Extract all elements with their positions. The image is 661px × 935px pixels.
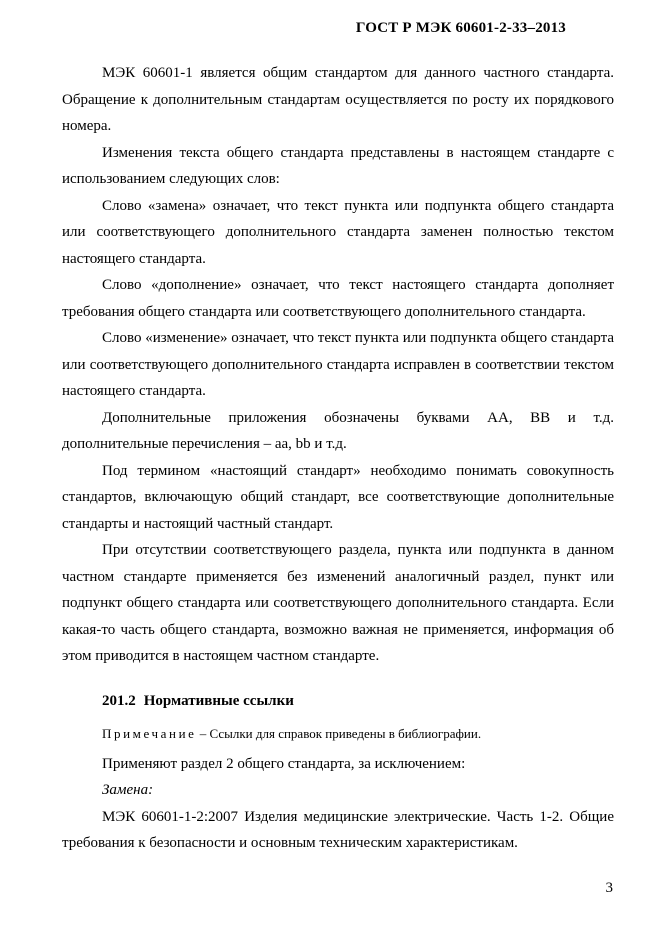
note-dash: – bbox=[196, 725, 210, 741]
paragraph-general-standard: МЭК 60601-1 является общим стандартом для данного частного стандарта. Обращение к дополнительным стандартам осуществляется по росту их порядкового номера. bbox=[62, 65, 614, 134]
paragraph-addition: Слово «дополнение» означает, что текст настоящего стандарта дополняет требования общего стандарта или соответствующего дополнительного стандарта. bbox=[62, 277, 614, 320]
section-number: 201.2 bbox=[102, 692, 136, 709]
page-number: 3 bbox=[605, 880, 613, 896]
replacement-label: Замена: bbox=[102, 782, 154, 798]
paragraph-reference: МЭК 60601-1-2:2007 Изделия медицинские электрические. Часть 1-2. Общие требования к безопасности и основным техническим характеристикам. bbox=[62, 808, 614, 851]
note bbox=[62, 721, 614, 747]
paragraph-replacement: Слово «замена» означает, что текст пункта или подпункта общего стандарта или соответствующего дополнительного стандарта заменен полностью текстом настоящего стандарта. bbox=[62, 197, 614, 267]
document-body bbox=[62, 60, 614, 857]
paragraph-changes-intro: Изменения текста общего стандарта представлены в настоящем стандарте с использованием следующих слов: bbox=[62, 144, 614, 187]
document-header: ГОСТ Р МЭК 60601-2-33–2013 bbox=[355, 20, 566, 36]
paragraph-amendment: Слово «изменение» означает, что текст пункта или подпункта общего стандарта или соответствующего дополнительного стандарта исправлен в соответствии текстом настоящего стандарта. bbox=[62, 330, 614, 399]
section-title: Нормативные ссылки bbox=[143, 692, 294, 709]
section-heading bbox=[62, 688, 614, 714]
paragraph-annexes: Дополнительные приложения обозначены буквами АА, ВВ и т.д. дополнительные перечисления – аа, bb и т.д. bbox=[62, 409, 614, 452]
paragraph-absence: При отсутствии соответствующего раздела, пункта или подпункта в данном частном стандарте применяется без изменений аналогичный раздел, пункт или подпункт общего стандарта или соответствующего дополнительного стандарта. Если какая-то часть общего стандарта, возможно важная не применяется, информация об этом приводится в настоящем частном стандарте. bbox=[62, 542, 614, 664]
note-label: Примечание bbox=[102, 725, 197, 741]
paragraph-this-standard: Под термином «настоящий стандарт» необходимо понимать совокупность стандартов, включающую общий стандарт, все соответствующие дополнительные стандарты и настоящий частный стандарт. bbox=[62, 462, 614, 532]
note-text: Ссылки для справок приведены в библиографии. bbox=[209, 725, 482, 741]
paragraph-apply-section: Применяют раздел 2 общего стандарта, за исключением: bbox=[102, 755, 466, 772]
